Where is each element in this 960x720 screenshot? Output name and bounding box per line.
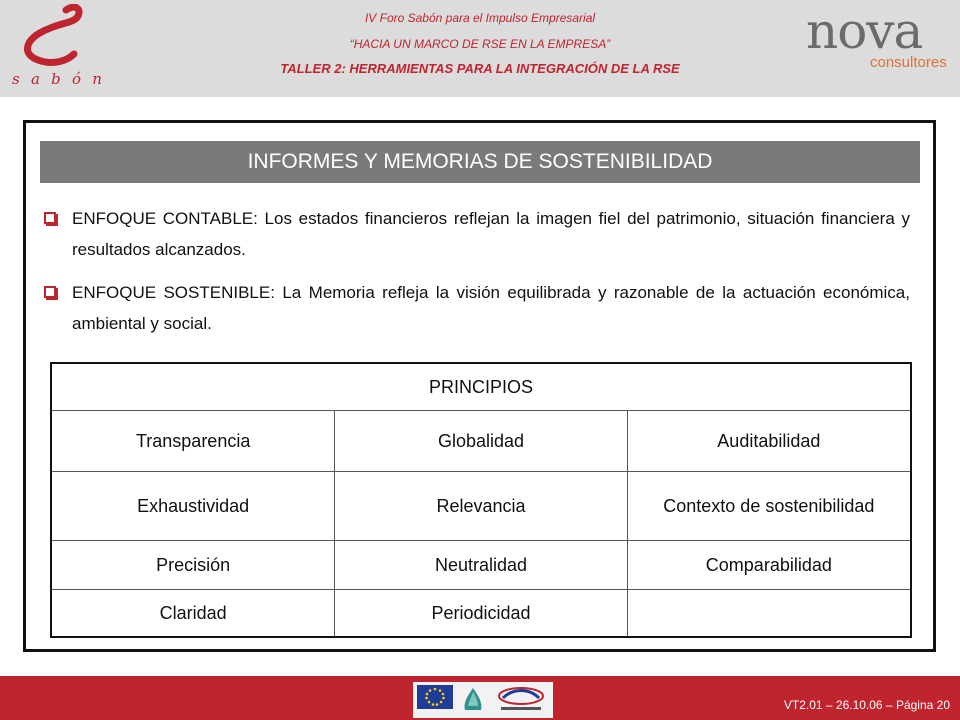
table-cell: Periodicidad [335,590,627,638]
page-title: INFORMES Y MEMORIAS DE SOSTENIBILIDAD [40,141,920,183]
table-header: PRINCIPIOS [51,363,911,411]
forum-name: IV Foro Sabón para el Impulso Empresarial [364,11,596,25]
table-row [51,590,911,638]
page-reference: VT2.01 – 26.10.06 – Página 20 [783,698,950,712]
table-cell: Precisión [51,541,335,590]
footer-band [0,676,960,720]
bullet-list [42,203,910,351]
table-row [51,472,911,541]
eu-flag-icon [417,685,453,709]
programa-logo-icon [493,684,549,714]
table-cell: Relevancia [335,472,627,541]
principles-table [50,362,912,638]
forum-subtitle: “HACIA UN MARCO DE RSE EN LA EMPRESA” [349,37,611,51]
table-row [51,541,911,590]
sabon-letters [12,70,102,88]
nova-logo-subtitle: consultores [870,54,947,71]
table-cell: Transparencia [51,411,335,472]
list-item [42,277,910,339]
bullet-text: ENFOQUE CONTABLE: Los estados financieros reflejan la imagen fiel del patrimonio, situación financiera y resultados alcanzados. [72,209,910,259]
table-cell: Claridad [51,590,335,638]
table-cell: Globalidad [335,411,627,472]
table-row [51,411,911,472]
table-header-row [51,363,911,411]
header-band [0,0,960,97]
sponsor-logos [413,682,553,718]
regional-logo-icon [459,684,487,714]
table-cell: Contexto de sostenibilidad [627,472,911,541]
table-cell: Exhaustividad [51,472,335,541]
header-titles [200,10,760,77]
bullet-text: ENFOQUE SOSTENIBLE: La Memoria refleja la visión equilibrada y razonable de la actuación económica, ambiental y social. [72,283,910,333]
checkbox-bullet-icon [44,212,56,224]
sabon-letter: n [92,70,102,88]
table-cell: Auditabilidad [627,411,911,472]
sabon-letter: ó [72,70,82,88]
nova-logo [806,2,956,76]
sabon-letter: s [12,70,20,88]
nova-logo-word: nova [806,2,923,60]
checkbox-bullet-icon [44,286,56,298]
list-item [42,203,910,265]
table-cell [627,590,911,638]
workshop-title: TALLER 2: HERRAMIENTAS PARA LA INTEGRACIÓN DE LA RSE [280,61,680,76]
sabon-logo [8,4,100,92]
sabon-letter: a [30,70,40,88]
table-cell: Neutralidad [335,541,627,590]
table-cell: Comparabilidad [627,541,911,590]
sabon-swirl-icon [8,4,100,74]
sabon-letter: b [51,70,61,88]
